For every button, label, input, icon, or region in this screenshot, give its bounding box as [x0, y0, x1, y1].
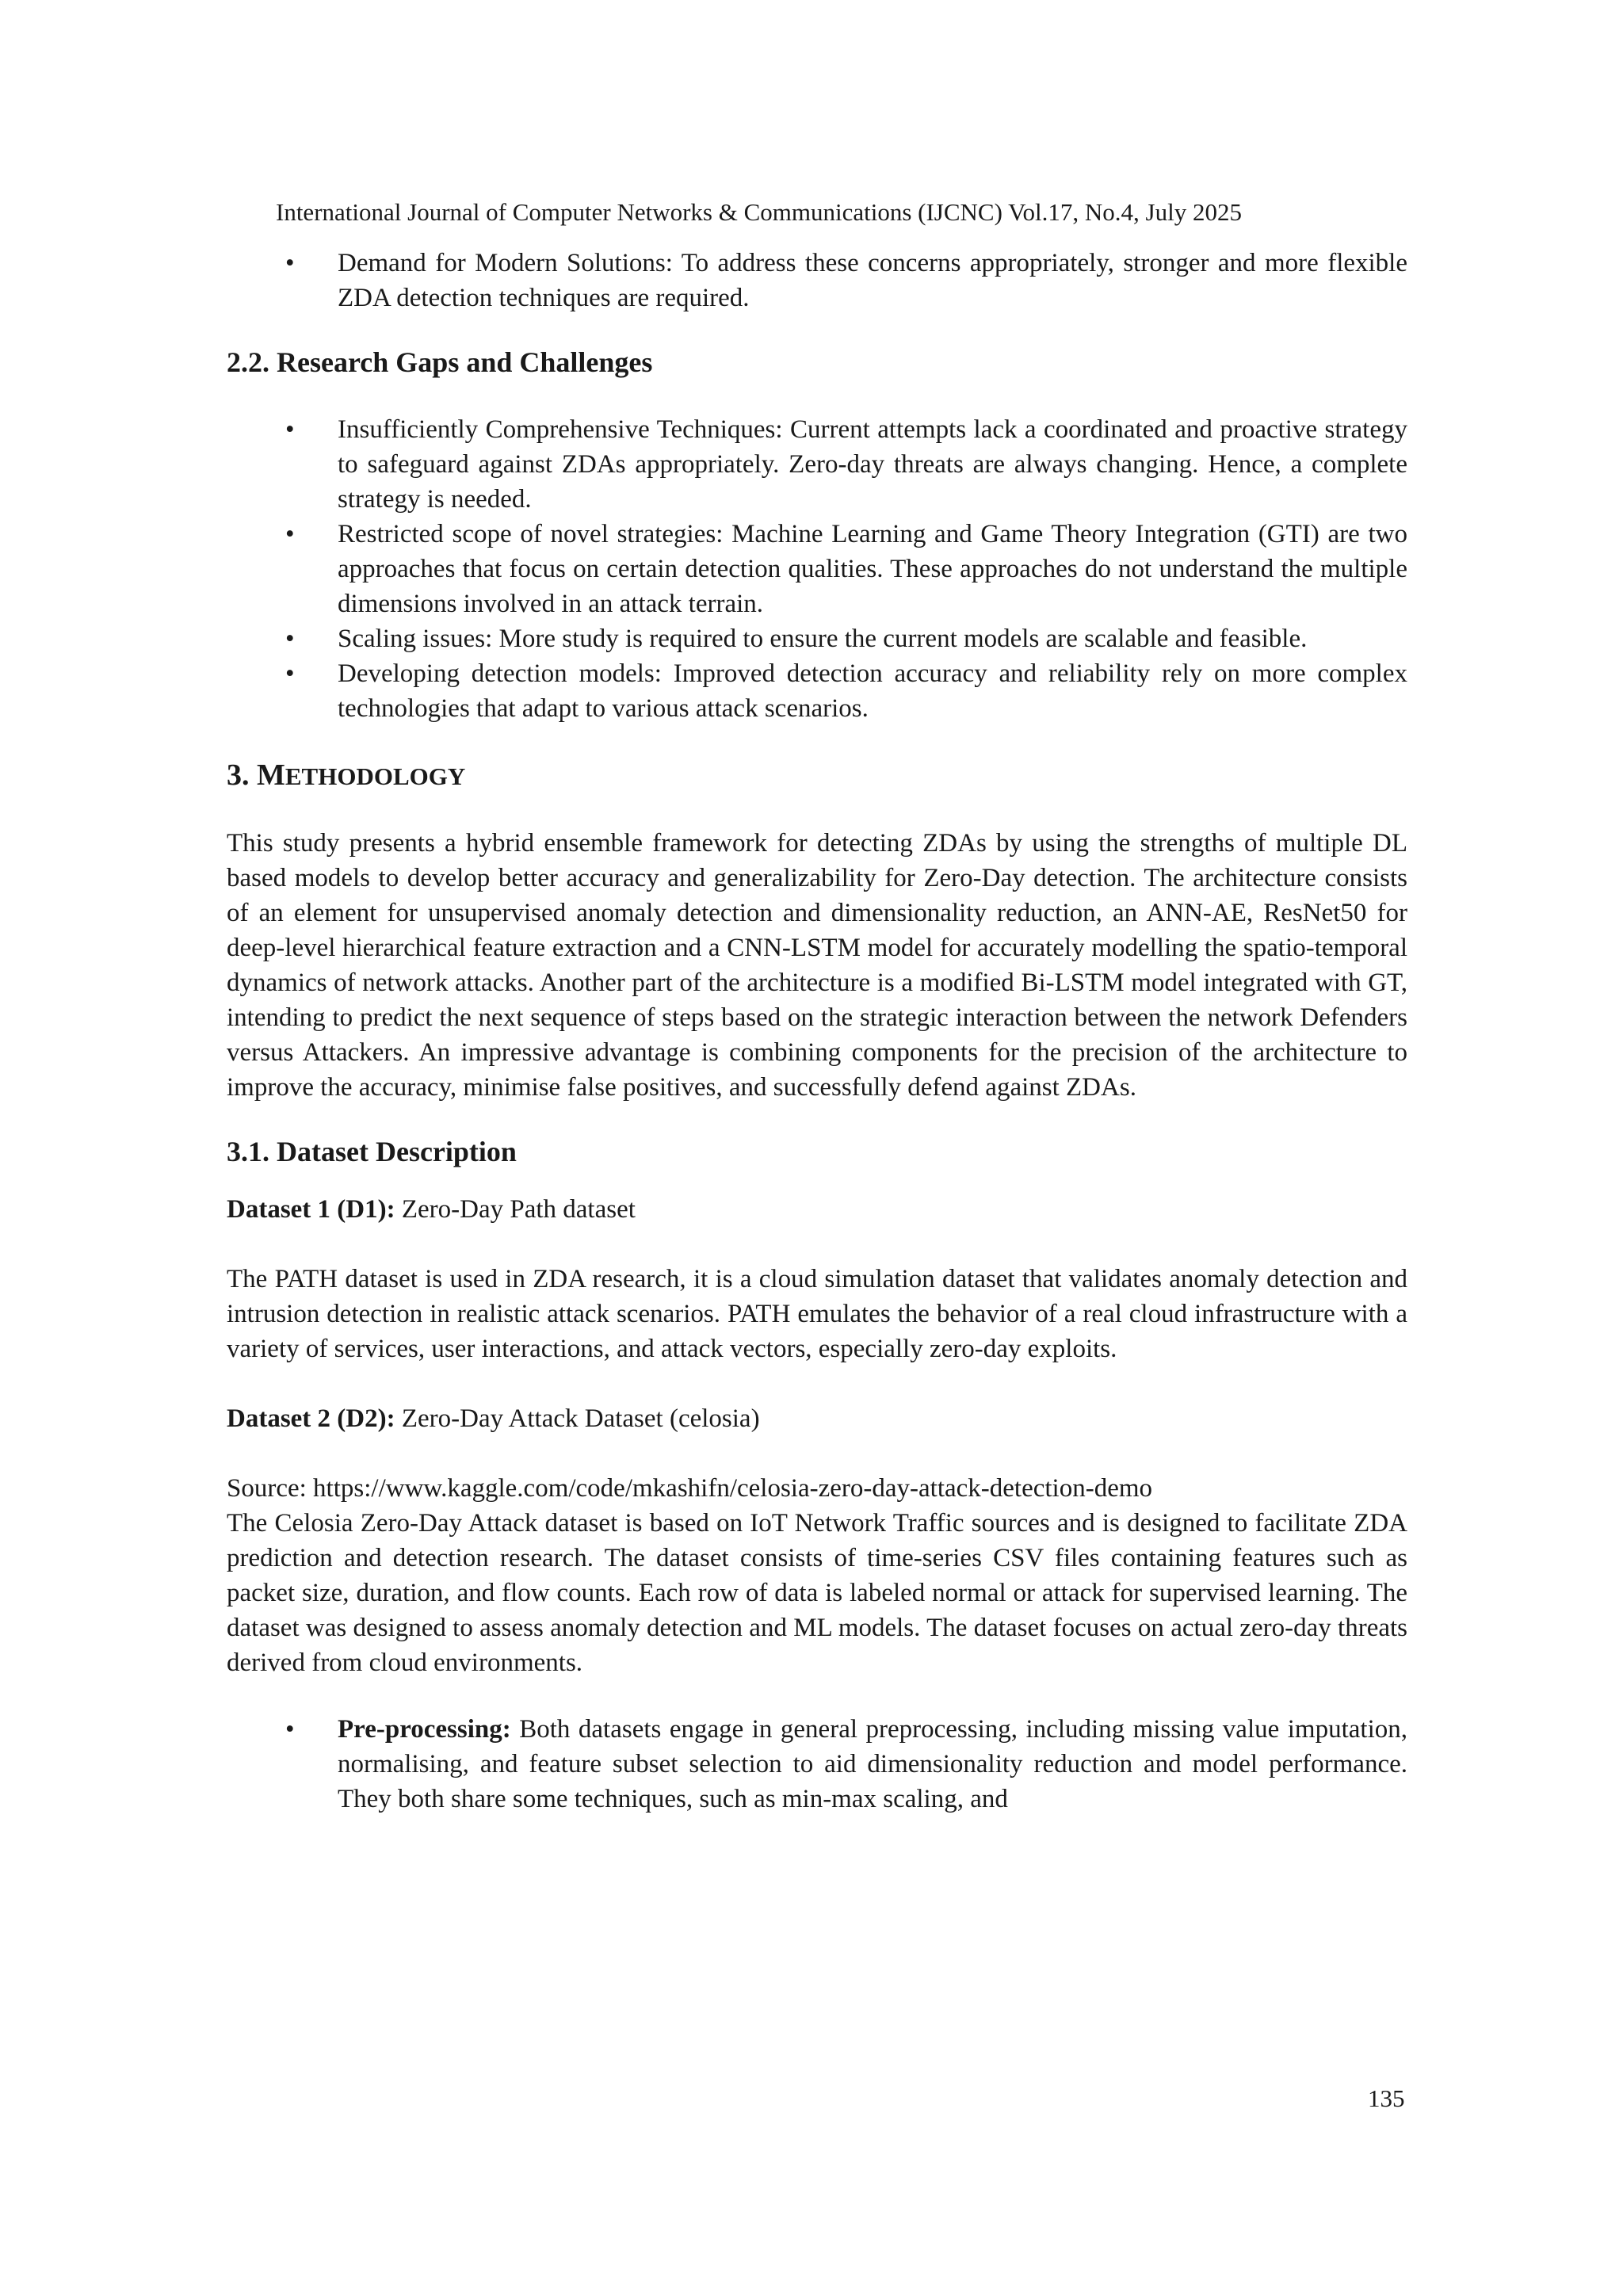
- bullet-item-detection-models: [285, 656, 1407, 726]
- preprocessing-text: Both datasets engage in general preprocessing, including missing value imputation, normalising, and feature subset selection to aid dimensionality reduction and model performance. They both share some techniques, such as min-max scaling, and: [338, 1715, 1407, 1813]
- bullet-icon: •: [285, 659, 295, 688]
- bullet-text: Developing detection models: Improved detection accuracy and reliability rely on more complex technologies that adapt to various attack scenarios.: [338, 659, 1407, 723]
- bullet-icon: •: [285, 625, 295, 653]
- bullet-icon: •: [285, 415, 295, 444]
- dataset-1-name: Zero-Day Path dataset: [395, 1195, 636, 1224]
- bullet-item-comprehensive-techniques: [285, 412, 1407, 517]
- preprocessing-lead: Pre-processing:: [338, 1715, 511, 1744]
- bullet-text: Scaling issues: More study is required to ensure the current models are scalable and feasible.: [338, 625, 1308, 653]
- bullet-text: Restricted scope of novel strategies: Machine Learning and Game Theory Integration (GTI) are two approaches that focus on certain detection qualities. These approaches do not understand the multiple dimensions involved in an attack terrain.: [338, 520, 1407, 618]
- page-content: [227, 246, 1407, 1817]
- bullet-icon: •: [285, 249, 295, 277]
- section-title-initial: M: [257, 758, 285, 792]
- intro-bullet-list: [227, 246, 1407, 315]
- bullet-text: Demand for Modern Solutions: To address these concerns appropriately, stronger and more flexible ZDA detection techniques are required.: [338, 249, 1407, 312]
- dataset-1-description: The PATH dataset is used in ZDA research, it is a cloud simulation dataset that validates anomaly detection and intrusion detection in realistic attack scenarios. PATH emulates the behavior of a real cloud infrastructure with a variety of services, user interactions, and attack vectors, especially zero-day exploits.: [227, 1265, 1407, 1363]
- dataset-2-description: The Celosia Zero-Day Attack dataset is based on IoT Network Traffic sources and is designed to facilitate ZDA prediction and detection research. The dataset consists of time-series CSV files containing features such as packet size, duration, and flow counts. Each row of data is labeled normal or attack for supervised learning. The dataset was designed to assess anomaly detection and ML models. The dataset focuses on actual zero-day threats derived from cloud environments.: [227, 1509, 1407, 1677]
- dataset-1-heading: [227, 1192, 1407, 1227]
- dataset-2-heading: [227, 1401, 1407, 1436]
- dataset-2-source: Source: https://www.kaggle.com/code/mkashifn/celosia-zero-day-attack-detection-demo: [227, 1474, 1153, 1503]
- dataset-1-label: Dataset 1 (D1):: [227, 1195, 395, 1224]
- section-title-methodology: [227, 756, 1407, 796]
- bullet-item-preprocessing: [285, 1712, 1407, 1817]
- section-title-2-2: 2.2. Research Gaps and Challenges: [227, 346, 653, 378]
- bullet-item-restricted-scope: [285, 517, 1407, 621]
- page-number: 135: [1368, 2084, 1405, 2112]
- research-gaps-bullet-list: [227, 412, 1407, 726]
- bullet-icon: •: [285, 520, 295, 548]
- running-header: International Journal of Computer Networks & Communications (IJCNC) Vol.17, No.4, July 2025: [276, 198, 1242, 226]
- bullet-item-modern-solutions: [285, 246, 1407, 315]
- dataset-2-name: Zero-Day Attack Dataset (celosia): [395, 1404, 760, 1433]
- bullet-text: Insufficiently Comprehensive Techniques: Current attempts lack a coordinated and proactive strategy to safeguard against ZDAs appropriately. Zero-day threats are always changing. Hence, a complete strategy is needed.: [338, 415, 1407, 514]
- section-title-rest: ETHODOLOGY: [285, 762, 466, 790]
- preprocessing-bullet-list: [227, 1712, 1407, 1817]
- methodology-paragraph: This study presents a hybrid ensemble framework for detecting ZDAs by using the strengths of multiple DL based models to develop better accuracy and generalizability for Zero-Day detection. The architecture consists of an element for unsupervised anomaly detection and dimensionality reduction, an ANN-AE, ResNet50 for deep-level hierarchical feature extraction and a CNN-LSTM model for accurately modelling the spatio-temporal dynamics of network attacks. Another part of the architecture is a modified Bi-LSTM model integrated with GT, intending to predict the next sequence of steps based on the strategic interaction between the network Defenders versus Attackers. An impressive advantage is combining components for the precision of the architecture to improve the accuracy, minimise false positives, and successfully defend against ZDAs.: [227, 829, 1407, 1102]
- section-number: 3.: [227, 758, 257, 792]
- section-title-3-1: 3.1. Dataset Description: [227, 1136, 517, 1167]
- bullet-icon: •: [285, 1715, 295, 1744]
- bullet-item-scaling-issues: [285, 621, 1407, 656]
- dataset-2-label: Dataset 2 (D2):: [227, 1404, 395, 1433]
